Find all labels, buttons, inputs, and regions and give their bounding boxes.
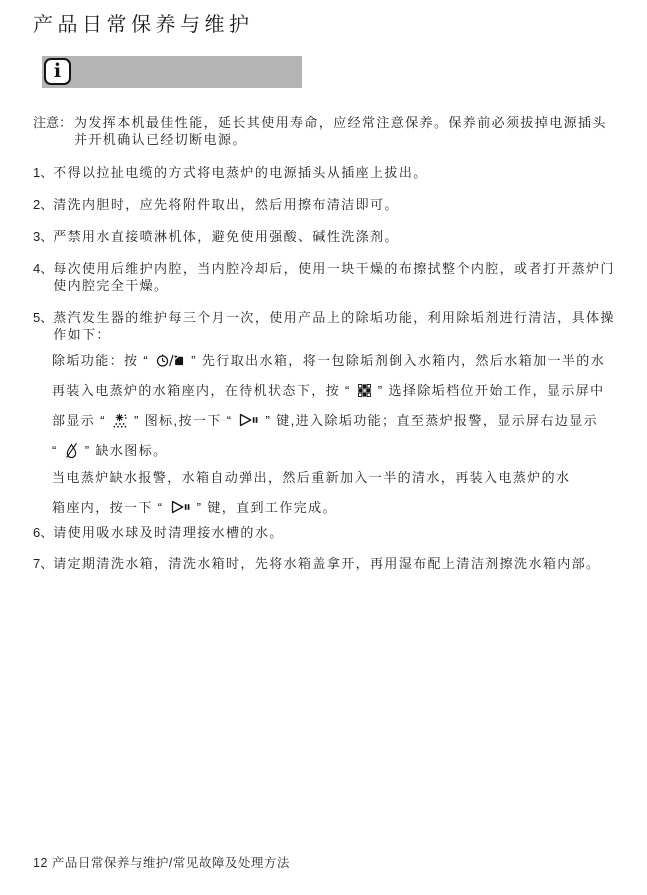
item-text: 不得以拉扯电缆的方式将电蒸炉的电源插头从插座上拔出。 — [53, 165, 428, 180]
refill-text — [52, 494, 631, 520]
info-icon: i — [44, 58, 71, 85]
list-item-2 — [33, 196, 631, 213]
item-number: 7、 — [33, 556, 54, 571]
item-line: 每次使用后维护内腔，当内腔冷却后，使用一块干燥的布擦拭整个内腔，或者打开蒸炉门 — [53, 261, 615, 276]
program-grid-icon — [358, 384, 371, 397]
step-text: 箱座内，按一下 “ — [52, 499, 169, 515]
item-number: 3、 — [33, 229, 54, 244]
clock-water-tank-icon — [156, 353, 184, 368]
play-pause-icon — [171, 500, 190, 514]
list-item-5 — [33, 309, 631, 343]
item-line: 作如下： — [53, 327, 111, 342]
note-text — [74, 114, 631, 148]
descale-step-line-1 — [52, 345, 631, 375]
play-pause-icon — [239, 413, 258, 427]
step-text: ” 选择除垢档位开始工作，显示屏中 — [372, 382, 605, 398]
note-paragraph — [33, 114, 631, 148]
item-text: 请定期清洗水箱，清洗水箱时，先将水箱盖拿开，再用湿布配上清洁剂擦洗水箱内部。 — [53, 556, 601, 571]
item-line: 蒸汽发生器的维护每三个月一次，使用产品上的除垢功能，利用除垢剂进行清洁，具体操 — [53, 310, 615, 325]
list-item-3 — [33, 228, 631, 245]
item-number: 1、 — [33, 165, 54, 180]
descale-step-line-2 — [52, 375, 631, 405]
item-text — [53, 260, 631, 294]
step-text: 再装入电蒸炉的水箱座内，在待机状态下，按 “ — [52, 382, 356, 398]
item-line: 使内腔完全干燥。 — [53, 278, 169, 293]
list-item-4 — [33, 260, 631, 294]
descale-step-line-4 — [52, 435, 631, 465]
page-footer: 12 产品日常保养与维护/常见故障及处理方法 — [33, 856, 290, 870]
item-number: 6、 — [33, 525, 54, 540]
note-line: 并开机确认已经切断电源。 — [74, 132, 247, 147]
list-item-6 — [33, 524, 631, 541]
step-text: ” 缺水图标。 — [79, 442, 168, 458]
step-text: ” 键,进入除垢功能；直至蒸炉报警，显示屏右边显示 — [260, 412, 599, 428]
item-text — [53, 309, 631, 343]
step-text: “ — [52, 442, 63, 458]
descale-step-line-3 — [52, 405, 631, 435]
step-text: ” 图标,按一下 “ — [128, 412, 238, 428]
list-item-7 — [33, 555, 631, 572]
item-text: 请使用吸水球及时清理接水槽的水。 — [53, 525, 284, 540]
descale-steps — [52, 345, 631, 465]
step-text: 部显示 “ — [52, 412, 111, 428]
item-text: 清洗内胆时，应先将附件取出，然后用擦布清洁即可。 — [53, 197, 399, 212]
item-number: 2、 — [33, 197, 54, 212]
step-text: ” 先行取出水箱，将一包除垢剂倒入水箱内，然后水箱加一半的水 — [186, 352, 606, 368]
refill-paragraph — [52, 469, 631, 520]
list-item-1 — [33, 164, 631, 181]
item-number: 4、 — [33, 261, 54, 276]
step-text: 除垢功能：按 “ — [52, 352, 155, 368]
item-number: 5、 — [33, 310, 54, 325]
note-line: 为发挥本机最佳性能，延长其使用寿命，应经常注意保养。保养前必须拔掉电源插头 — [74, 115, 607, 130]
page-title: 产品日常保养与维护 — [33, 14, 254, 36]
item-text: 严禁用水直接喷淋机体，避免使用强酸、碱性洗涤剂。 — [53, 229, 399, 244]
water-empty-icon — [65, 442, 78, 459]
step-text: ” 键，直到工作完成。 — [191, 499, 337, 515]
note-label: 注意： — [33, 115, 73, 130]
info-banner — [42, 56, 302, 88]
refill-text: 当电蒸炉缺水报警，水箱自动弹出，然后重新加入一半的清水，再装入电蒸炉的水 — [52, 470, 571, 485]
descale-icon — [113, 413, 127, 428]
